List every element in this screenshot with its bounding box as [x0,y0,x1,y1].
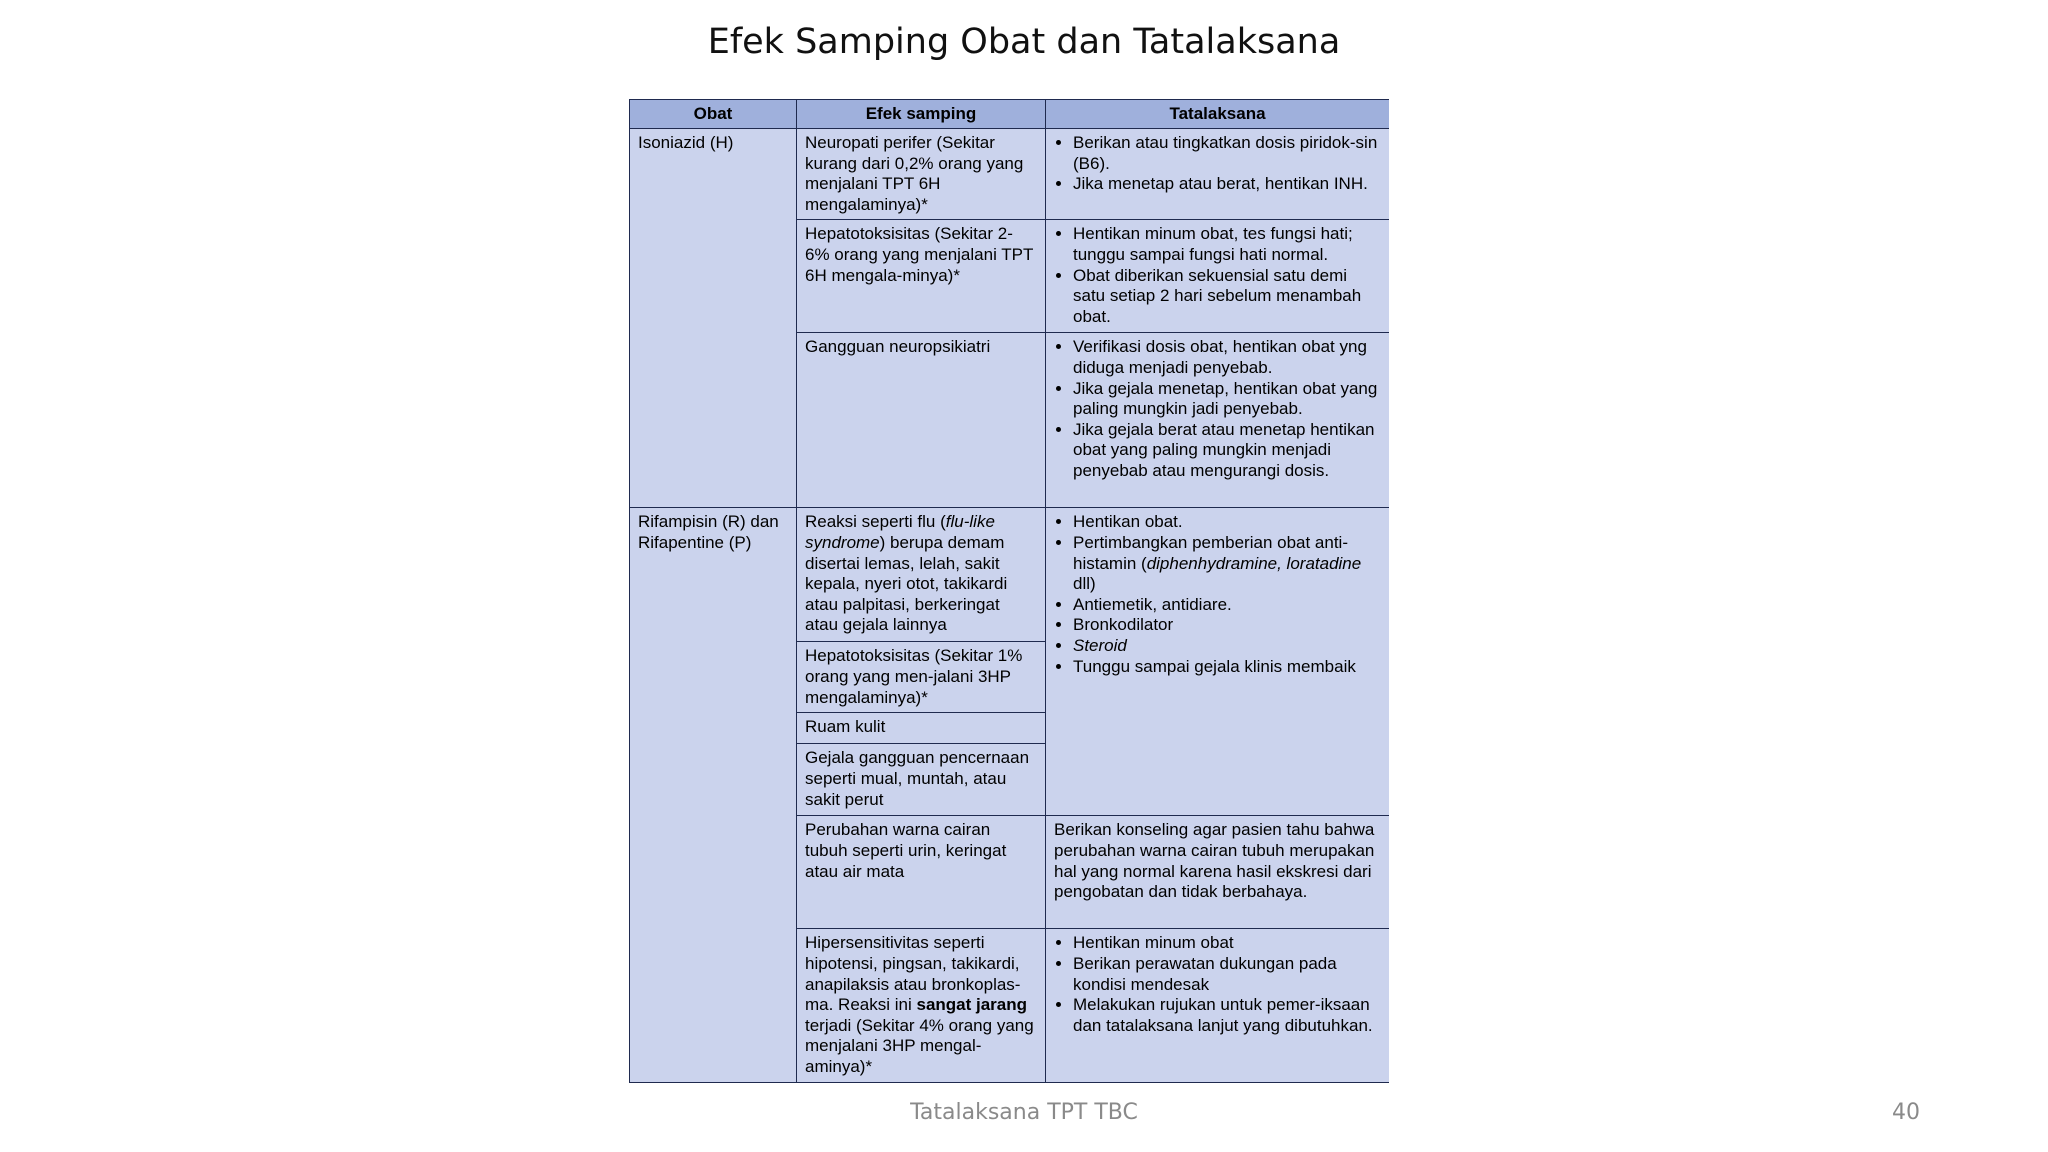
list-item-italic: Steroid [1073,635,1127,655]
management-cell [1046,929,1390,1083]
management-cell [1046,333,1390,508]
table-row [630,508,1390,642]
effect-cell: Perubahan warna cairan tubuh seperti urin, keringat atau air mata [797,816,1046,929]
list-item: • Hentikan obat. [1073,512,1381,533]
management-cell: Berikan konseling agar pasien tahu bahwa perubahan warna cairan tubuh merupakan hal yang normal karena hasil ekskresi dari pengobatan dan tidak berbahaya. [1046,816,1390,929]
list-item: • Hentikan minum obat [1073,933,1381,954]
list-item: • Bronkodilator [1073,615,1381,636]
management-list [1054,933,1381,1036]
header-obat: Obat [630,100,797,129]
table-header-row [630,100,1390,129]
list-item: • Antiemetik, antidiare. [1073,595,1381,616]
list-item: • Berikan perawatan dukungan pada kondisi mendesak [1073,954,1381,995]
list-item [1073,533,1381,595]
list-item: • Verifikasi dosis obat, hentikan obat yng diduga menjadi penyebab. [1073,337,1381,378]
effect-text: Hipersensitivitas seperti hipotensi, pingsan, takikardi, anapilaksis atau bronkoplas-ma. Reaksi ini [805,933,1021,1015]
list-item [1073,636,1381,657]
list-item: • Berikan atau tingkatkan dosis piridok-sin (B6). [1073,133,1381,174]
drug-cell-isoniazid: Isoniazid (H) [630,129,797,508]
management-list [1054,512,1381,677]
header-efek-samping: Efek samping [797,100,1046,129]
list-item: • Tunggu sampai gejala klinis membaik [1073,657,1381,678]
drug-cell-rifampisin: Rifampisin (R) dan Rifapentine (P) [630,508,797,1083]
list-item: • Jika gejala menetap, hentikan obat yang paling mungkin jadi penyebab. [1073,379,1381,420]
effect-cell: Gejala gangguan pencernaan seperti mual, muntah, atau sakit perut [797,744,1046,816]
slide-footer: Tatalaksana TPT TBC [910,1100,1138,1125]
effect-cell: Ruam kulit [797,713,1046,744]
management-cell [1046,220,1390,333]
effect-text: terjadi (Sekitar 4% orang yang menjalani 3HP mengal-aminya)* [805,1015,1034,1076]
management-list [1054,337,1381,481]
effect-cell: Gangguan neuropsikiatri [797,333,1046,508]
effect-text-italic: flu-like syndrome [805,512,995,552]
effect-cell: Neuropati perifer (Sekitar kurang dari 0,2% orang yang menjalani TPT 6H mengalaminya)* [797,129,1046,220]
header-tatalaksana: Tatalaksana [1046,100,1390,129]
effect-text: Reaksi seperti flu ( [805,512,946,532]
management-cell [1046,129,1390,220]
list-item: • Jika gejala berat atau menetap hentikan obat yang paling mungkin menjadi penyebab atau mengurangi dosis. [1073,420,1381,482]
management-cell [1046,508,1390,816]
list-item: • Hentikan minum obat, tes fungsi hati; tunggu sampai fungsi hati normal. [1073,224,1381,265]
list-item-text: dll) [1073,574,1096,594]
slide-title: Efek Samping Obat dan Tatalaksana [707,22,1341,62]
management-list [1054,133,1381,195]
effect-cell [797,508,1046,642]
effect-cell [797,929,1046,1083]
effect-cell: Hepatotoksisitas (Sekitar 2-6% orang yang menjalani TPT 6H mengala-minya)* [797,220,1046,333]
effect-cell: Hepatotoksisitas (Sekitar 1% orang yang men-jalani 3HP mengalaminya)* [797,642,1046,713]
management-list [1054,224,1381,327]
effect-text-bold: sangat jarang [916,995,1028,1015]
effect-text: ) berupa demam disertai lemas, lelah, sakit kepala, nyeri otot, takikardi atau palpitasi, berkeringat atau gejala lainnya [805,532,1008,635]
side-effects-table [629,99,1389,1083]
list-item: • Jika menetap atau berat, hentikan INH. [1073,174,1381,195]
table-row [630,129,1390,220]
list-item-text: Pertimbangkan pemberian obat anti-histamin ( [1073,532,1348,573]
list-item: • Obat diberikan sekuensial satu demi satu setiap 2 hari sebelum menambah obat. [1073,266,1381,328]
side-effects-table-container [629,99,1389,1083]
page-number: 40 [1892,1100,1920,1125]
list-item-italic: diphenhydramine, loratadine [1146,553,1362,573]
list-item: • Melakukan rujukan untuk pemer-iksaan dan tatalaksana lanjut yang dibutuhkan. [1073,995,1381,1036]
